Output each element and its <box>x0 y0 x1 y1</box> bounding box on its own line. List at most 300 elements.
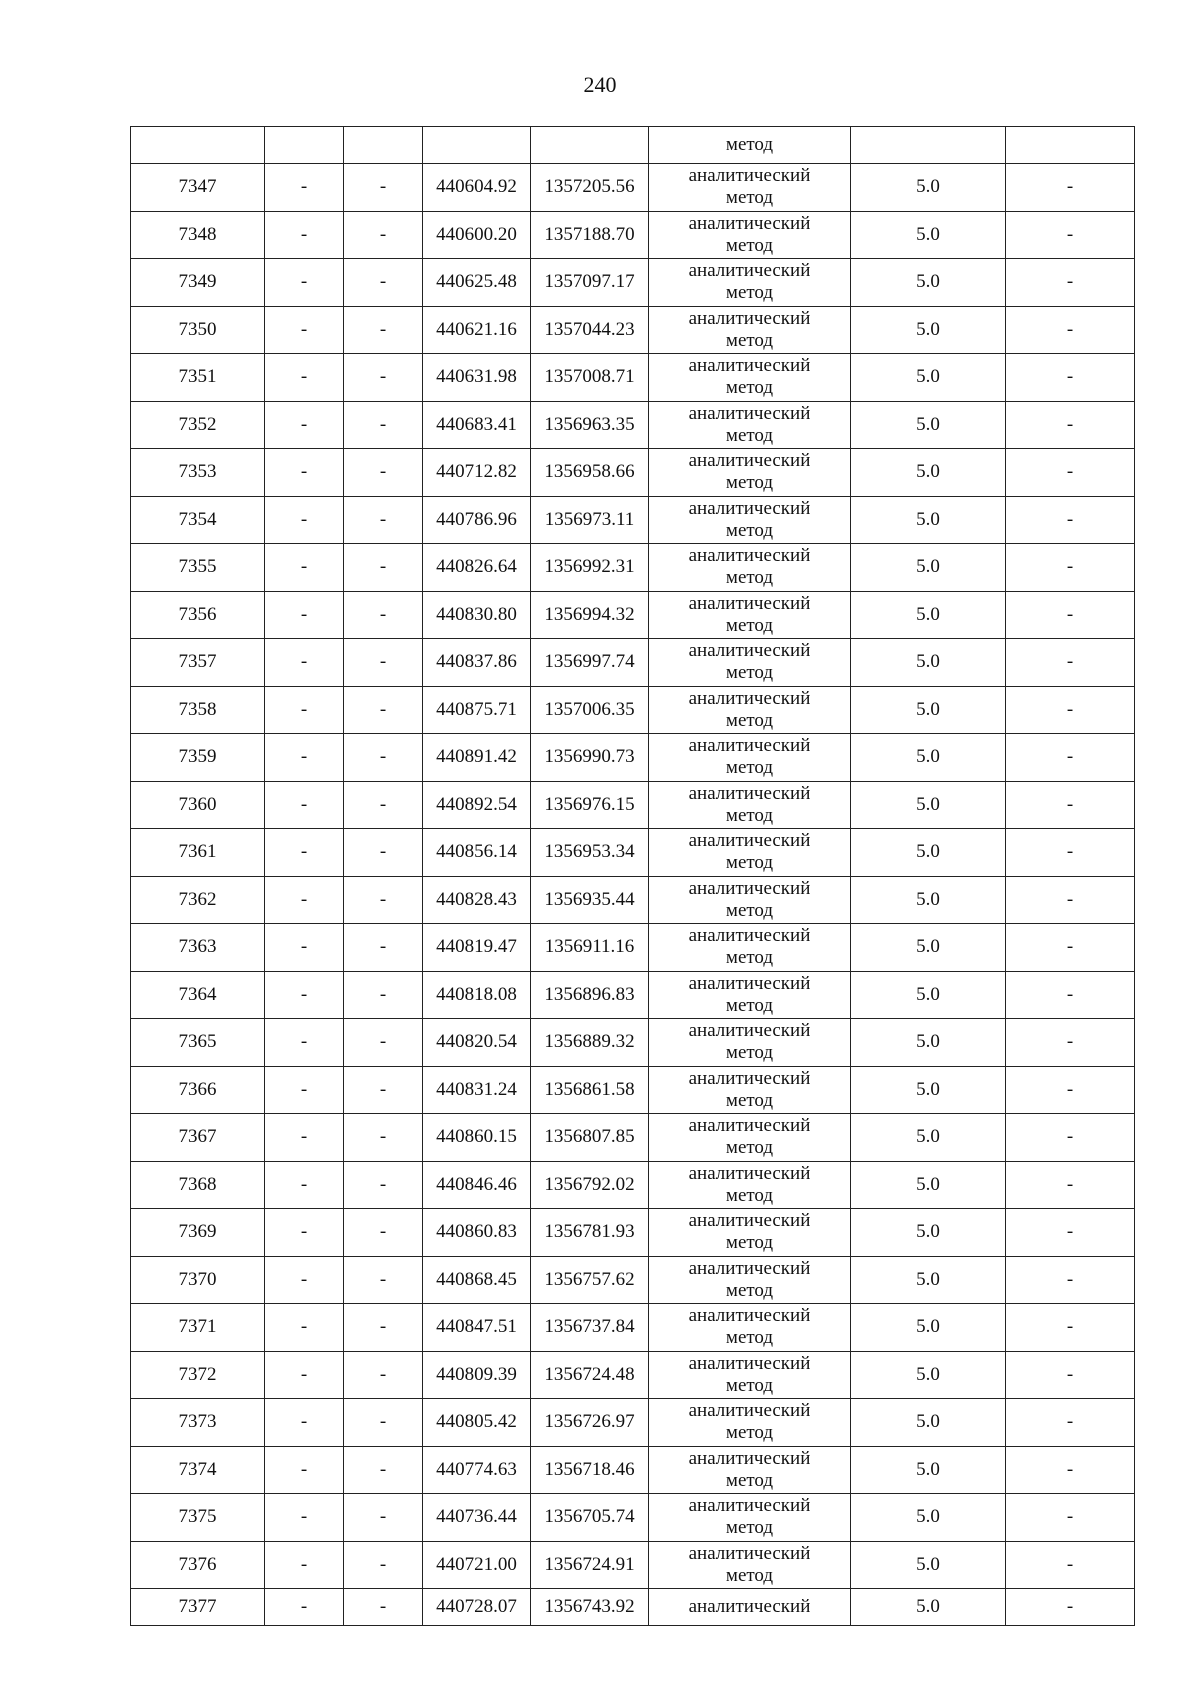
cell-y: 1356889.32 <box>531 1019 649 1067</box>
cell-y: 1356963.35 <box>531 401 649 449</box>
cell-number: 7363 <box>131 924 265 972</box>
cell-method <box>649 1541 851 1589</box>
cell-y: 1356718.46 <box>531 1446 649 1494</box>
cell-y: 1356724.91 <box>531 1541 649 1589</box>
cell-x: 440837.86 <box>423 639 531 687</box>
cell-col3: - <box>344 1209 423 1257</box>
cell-accuracy: 5.0 <box>851 164 1006 212</box>
cell-accuracy: 5.0 <box>851 971 1006 1019</box>
table-row <box>131 354 1135 402</box>
cell-y <box>531 127 649 164</box>
cell-x: 440856.14 <box>423 829 531 877</box>
cell-x: 440891.42 <box>423 734 531 782</box>
cell-accuracy: 5.0 <box>851 449 1006 497</box>
table-row <box>131 1209 1135 1257</box>
cell-number: 7376 <box>131 1541 265 1589</box>
cell-accuracy: 5.0 <box>851 924 1006 972</box>
cell-number: 7360 <box>131 781 265 829</box>
method-line-2: метод <box>725 567 774 589</box>
cell-method <box>649 686 851 734</box>
cell-y: 1356973.11 <box>531 496 649 544</box>
cell-col2: - <box>265 781 344 829</box>
cell-col8: - <box>1006 876 1135 924</box>
cell-col2: - <box>265 876 344 924</box>
coordinates-table <box>130 126 1135 1626</box>
table-row <box>131 781 1135 829</box>
cell-x: 440805.42 <box>423 1399 531 1447</box>
cell-number: 7364 <box>131 971 265 1019</box>
cell-x: 440830.80 <box>423 591 531 639</box>
method-line-1: аналитический <box>688 497 811 519</box>
cell-x: 440819.47 <box>423 924 531 972</box>
table-row <box>131 1161 1135 1209</box>
cell-col8: - <box>1006 496 1135 544</box>
cell-col3: - <box>344 1256 423 1304</box>
cell-method <box>649 211 851 259</box>
cell-method <box>649 496 851 544</box>
cell-col8 <box>1006 127 1135 164</box>
cell-number: 7368 <box>131 1161 265 1209</box>
cell-x: 440600.20 <box>423 211 531 259</box>
table-row <box>131 1066 1135 1114</box>
cell-method <box>649 971 851 1019</box>
method-line-2: метод <box>725 709 774 731</box>
cell-y: 1356724.48 <box>531 1351 649 1399</box>
cell-col3: - <box>344 1161 423 1209</box>
method-line-1: аналитический <box>688 1542 811 1564</box>
cell-method <box>649 449 851 497</box>
cell-x: 440828.43 <box>423 876 531 924</box>
method-line-1: аналитический <box>688 640 811 662</box>
cell-number <box>131 127 265 164</box>
method-line-2: метод <box>725 424 774 446</box>
table-row <box>131 1019 1135 1067</box>
cell-col2: - <box>265 1399 344 1447</box>
method-line-2: метод <box>725 1564 774 1586</box>
method-line-2: метод <box>725 282 774 304</box>
cell-accuracy: 5.0 <box>851 1446 1006 1494</box>
method-line-2: метод <box>725 1469 774 1491</box>
cell-y: 1356705.74 <box>531 1494 649 1542</box>
cell-col2: - <box>265 734 344 782</box>
cell-col8: - <box>1006 829 1135 877</box>
cell-accuracy <box>851 127 1006 164</box>
cell-x: 440892.54 <box>423 781 531 829</box>
cell-col3: - <box>344 639 423 687</box>
cell-col8: - <box>1006 639 1135 687</box>
method-line-2: метод <box>725 614 774 636</box>
cell-method <box>649 924 851 972</box>
cell-y: 1356935.44 <box>531 876 649 924</box>
cell-col2: - <box>265 1589 344 1626</box>
cell-method <box>649 1066 851 1114</box>
cell-col8: - <box>1006 924 1135 972</box>
cell-accuracy: 5.0 <box>851 354 1006 402</box>
method-line-1: аналитический <box>688 1067 811 1089</box>
cell-method <box>649 401 851 449</box>
cell-method <box>649 306 851 354</box>
cell-number: 7375 <box>131 1494 265 1542</box>
cell-accuracy: 5.0 <box>851 1589 1006 1626</box>
cell-number: 7362 <box>131 876 265 924</box>
cell-method <box>649 1494 851 1542</box>
table-row <box>131 1351 1135 1399</box>
method-line-1: аналитический <box>688 165 811 187</box>
cell-col3: - <box>344 449 423 497</box>
cell-col8: - <box>1006 1066 1135 1114</box>
cell-col8: - <box>1006 164 1135 212</box>
cell-y: 1356911.16 <box>531 924 649 972</box>
cell-y: 1356958.66 <box>531 449 649 497</box>
cell-accuracy: 5.0 <box>851 259 1006 307</box>
cell-col8: - <box>1006 354 1135 402</box>
table-row <box>131 211 1135 259</box>
cell-x: 440625.48 <box>423 259 531 307</box>
cell-accuracy: 5.0 <box>851 401 1006 449</box>
cell-col8: - <box>1006 449 1135 497</box>
cell-col3: - <box>344 1351 423 1399</box>
cell-accuracy: 5.0 <box>851 1209 1006 1257</box>
cell-accuracy: 5.0 <box>851 211 1006 259</box>
cell-col3: - <box>344 591 423 639</box>
method-line-1: аналитический <box>688 1257 811 1279</box>
cell-number: 7353 <box>131 449 265 497</box>
cell-col3: - <box>344 734 423 782</box>
cell-y: 1356807.85 <box>531 1114 649 1162</box>
page-number: 240 <box>583 72 617 97</box>
cell-y: 1356992.31 <box>531 544 649 592</box>
cell-x: 440826.64 <box>423 544 531 592</box>
cell-y: 1356757.62 <box>531 1256 649 1304</box>
cell-col3: - <box>344 306 423 354</box>
cell-method <box>649 1446 851 1494</box>
method-line-1: аналитический <box>688 1447 811 1469</box>
method-line-1: аналитический <box>688 925 811 947</box>
cell-col8: - <box>1006 1019 1135 1067</box>
cell-number: 7355 <box>131 544 265 592</box>
cell-accuracy: 5.0 <box>851 1161 1006 1209</box>
method-line-1: аналитический <box>688 1162 811 1184</box>
method-line-1: аналитический <box>688 1495 811 1517</box>
cell-col2: - <box>265 971 344 1019</box>
method-line-1: аналитический <box>688 307 811 329</box>
table-row <box>131 496 1135 544</box>
cell-y: 1356994.32 <box>531 591 649 639</box>
cell-accuracy: 5.0 <box>851 1066 1006 1114</box>
cell-col2: - <box>265 1161 344 1209</box>
cell-col2: - <box>265 1541 344 1589</box>
cell-y: 1356726.97 <box>531 1399 649 1447</box>
cell-col2: - <box>265 544 344 592</box>
cell-accuracy: 5.0 <box>851 1114 1006 1162</box>
cell-col8: - <box>1006 686 1135 734</box>
cell-col2: - <box>265 1494 344 1542</box>
table-row <box>131 1446 1135 1494</box>
cell-x: 440818.08 <box>423 971 531 1019</box>
cell-col3: - <box>344 876 423 924</box>
method-line-2: метод <box>725 472 774 494</box>
cell-col2: - <box>265 1446 344 1494</box>
cell-y: 1357044.23 <box>531 306 649 354</box>
cell-x: 440621.16 <box>423 306 531 354</box>
method-line-1: аналитический <box>688 972 811 994</box>
cell-col8: - <box>1006 211 1135 259</box>
cell-x: 440860.15 <box>423 1114 531 1162</box>
cell-method <box>649 591 851 639</box>
cell-accuracy: 5.0 <box>851 591 1006 639</box>
method-line-2: метод <box>725 1232 774 1254</box>
cell-col8: - <box>1006 306 1135 354</box>
method-line-1: аналитический <box>688 830 811 852</box>
cell-col2: - <box>265 1209 344 1257</box>
cell-number: 7347 <box>131 164 265 212</box>
cell-accuracy: 5.0 <box>851 1256 1006 1304</box>
cell-y: 1356896.83 <box>531 971 649 1019</box>
cell-col8: - <box>1006 1114 1135 1162</box>
cell-number: 7377 <box>131 1589 265 1626</box>
cell-accuracy: 5.0 <box>851 544 1006 592</box>
cell-x: 440736.44 <box>423 1494 531 1542</box>
cell-col3: - <box>344 496 423 544</box>
method-line-2: метод <box>725 234 774 256</box>
table-row <box>131 401 1135 449</box>
cell-col3: - <box>344 1019 423 1067</box>
cell-number: 7354 <box>131 496 265 544</box>
cell-col8: - <box>1006 259 1135 307</box>
method-line-1: аналитический <box>688 355 811 377</box>
cell-accuracy: 5.0 <box>851 496 1006 544</box>
table-row <box>131 1114 1135 1162</box>
cell-method <box>649 829 851 877</box>
cell-y: 1356792.02 <box>531 1161 649 1209</box>
method-line-1: аналитический <box>688 877 811 899</box>
cell-col2: - <box>265 164 344 212</box>
cell-col3: - <box>344 544 423 592</box>
cell-number: 7372 <box>131 1351 265 1399</box>
table-row <box>131 306 1135 354</box>
cell-accuracy: 5.0 <box>851 1351 1006 1399</box>
table-row <box>131 591 1135 639</box>
table-row <box>131 1494 1135 1542</box>
cell-number: 7358 <box>131 686 265 734</box>
cell-col3 <box>344 127 423 164</box>
cell-method <box>649 734 851 782</box>
cell-col2: - <box>265 1304 344 1352</box>
cell-y: 1356953.34 <box>531 829 649 877</box>
table-row <box>131 876 1135 924</box>
cell-col3: - <box>344 354 423 402</box>
table-row <box>131 639 1135 687</box>
cell-x: 440868.45 <box>423 1256 531 1304</box>
cell-col3: - <box>344 781 423 829</box>
cell-method: метод <box>649 127 851 164</box>
cell-col2: - <box>265 496 344 544</box>
method-line-1: аналитический <box>688 1400 811 1422</box>
method-line-1: аналитический <box>688 735 811 757</box>
method-line-2: метод <box>725 1137 774 1159</box>
method-line-1: аналитический <box>688 1305 811 1327</box>
cell-x: 440846.46 <box>423 1161 531 1209</box>
table-body <box>131 127 1135 1626</box>
cell-method <box>649 876 851 924</box>
cell-x: 440875.71 <box>423 686 531 734</box>
cell-y: 1357188.70 <box>531 211 649 259</box>
cell-x: 440820.54 <box>423 1019 531 1067</box>
table-row <box>131 164 1135 212</box>
cell-y: 1356743.92 <box>531 1589 649 1626</box>
table-row <box>131 971 1135 1019</box>
cell-number: 7350 <box>131 306 265 354</box>
cell-accuracy: 5.0 <box>851 876 1006 924</box>
cell-col8: - <box>1006 734 1135 782</box>
method-line-2: метод <box>725 994 774 1016</box>
cell-y: 1356861.58 <box>531 1066 649 1114</box>
cell-y: 1356781.93 <box>531 1209 649 1257</box>
cell-accuracy: 5.0 <box>851 1304 1006 1352</box>
method-line-2: метод <box>725 804 774 826</box>
cell-x: 440847.51 <box>423 1304 531 1352</box>
cell-col3: - <box>344 686 423 734</box>
cell-method <box>649 544 851 592</box>
cell-col2 <box>265 127 344 164</box>
cell-col8: - <box>1006 1399 1135 1447</box>
cell-col3: - <box>344 211 423 259</box>
table-row <box>131 924 1135 972</box>
method-line-2: метод <box>725 1042 774 1064</box>
cell-col2: - <box>265 591 344 639</box>
method-line-2: метод <box>725 377 774 399</box>
cell-number: 7366 <box>131 1066 265 1114</box>
cell-col8: - <box>1006 1589 1135 1626</box>
table-row <box>131 1399 1135 1447</box>
cell-accuracy: 5.0 <box>851 306 1006 354</box>
cell-number: 7349 <box>131 259 265 307</box>
cell-number: 7351 <box>131 354 265 402</box>
cell-number: 7352 <box>131 401 265 449</box>
cell-method <box>649 1304 851 1352</box>
table-row <box>131 1589 1135 1626</box>
table-row <box>131 1256 1135 1304</box>
cell-col2: - <box>265 306 344 354</box>
cell-col8: - <box>1006 1541 1135 1589</box>
cell-method <box>649 1209 851 1257</box>
cell-number: 7373 <box>131 1399 265 1447</box>
cell-col2: - <box>265 449 344 497</box>
cell-col3: - <box>344 829 423 877</box>
cell-accuracy: 5.0 <box>851 781 1006 829</box>
cell-col3: - <box>344 1399 423 1447</box>
cell-col2: - <box>265 1256 344 1304</box>
method-line-2: метод <box>725 1089 774 1111</box>
cell-number: 7348 <box>131 211 265 259</box>
cell-col8: - <box>1006 1494 1135 1542</box>
cell-y: 1356990.73 <box>531 734 649 782</box>
cell-col2: - <box>265 829 344 877</box>
cell-col3: - <box>344 971 423 1019</box>
cell-y: 1357008.71 <box>531 354 649 402</box>
cell-col8: - <box>1006 544 1135 592</box>
cell-col8: - <box>1006 1161 1135 1209</box>
cell-method <box>649 1114 851 1162</box>
method-line-2: метод <box>725 1517 774 1539</box>
method-line-1: аналитический <box>688 687 811 709</box>
cell-col2: - <box>265 924 344 972</box>
cell-y: 1356976.15 <box>531 781 649 829</box>
cell-col8: - <box>1006 781 1135 829</box>
cell-col8: - <box>1006 1351 1135 1399</box>
cell-y: 1357205.56 <box>531 164 649 212</box>
cell-col2: - <box>265 259 344 307</box>
cell-accuracy: 5.0 <box>851 829 1006 877</box>
cell-col2: - <box>265 354 344 402</box>
cell-number: 7370 <box>131 1256 265 1304</box>
cell-x: 440774.63 <box>423 1446 531 1494</box>
cell-col2: - <box>265 639 344 687</box>
cell-method <box>649 1161 851 1209</box>
method-line-1: аналитический <box>688 402 811 424</box>
cell-accuracy: 5.0 <box>851 1399 1006 1447</box>
cell-col2: - <box>265 211 344 259</box>
method-line-1: аналитический <box>688 1352 811 1374</box>
method-line-2: метод <box>725 662 774 684</box>
method-line-2: метод <box>725 1184 774 1206</box>
cell-number: 7365 <box>131 1019 265 1067</box>
table-row <box>131 544 1135 592</box>
cell-number: 7369 <box>131 1209 265 1257</box>
cell-col2: - <box>265 1351 344 1399</box>
method-line-1: аналитический <box>688 782 811 804</box>
cell-col3: - <box>344 1066 423 1114</box>
cell-method <box>649 1351 851 1399</box>
method-line-2: метод <box>725 1327 774 1349</box>
cell-number: 7371 <box>131 1304 265 1352</box>
cell-col8: - <box>1006 1446 1135 1494</box>
cell-col8: - <box>1006 401 1135 449</box>
cell-y: 1356997.74 <box>531 639 649 687</box>
cell-x <box>423 127 531 164</box>
cell-number: 7359 <box>131 734 265 782</box>
cell-accuracy: 5.0 <box>851 686 1006 734</box>
cell-y: 1356737.84 <box>531 1304 649 1352</box>
cell-x: 440683.41 <box>423 401 531 449</box>
cell-method <box>649 1019 851 1067</box>
cell-col3: - <box>344 259 423 307</box>
table-row <box>131 449 1135 497</box>
cell-x: 440712.82 <box>423 449 531 497</box>
cell-accuracy: 5.0 <box>851 734 1006 782</box>
cell-method: аналитический <box>649 1589 851 1626</box>
method-line-1: аналитический <box>688 212 811 234</box>
cell-y: 1357006.35 <box>531 686 649 734</box>
cell-number: 7356 <box>131 591 265 639</box>
table-row <box>131 259 1135 307</box>
method-line-2: метод <box>725 1374 774 1396</box>
cell-method <box>649 639 851 687</box>
cell-col2: - <box>265 1019 344 1067</box>
cell-x: 440721.00 <box>423 1541 531 1589</box>
cell-col3: - <box>344 1304 423 1352</box>
cell-number: 7357 <box>131 639 265 687</box>
table-row <box>131 1304 1135 1352</box>
method-line-2: метод <box>725 519 774 541</box>
method-line-1: аналитический <box>688 260 811 282</box>
table-row-continued <box>131 127 1135 164</box>
cell-col8: - <box>1006 1209 1135 1257</box>
cell-col3: - <box>344 1446 423 1494</box>
method-line-2: метод <box>725 757 774 779</box>
cell-x: 440786.96 <box>423 496 531 544</box>
cell-col3: - <box>344 924 423 972</box>
